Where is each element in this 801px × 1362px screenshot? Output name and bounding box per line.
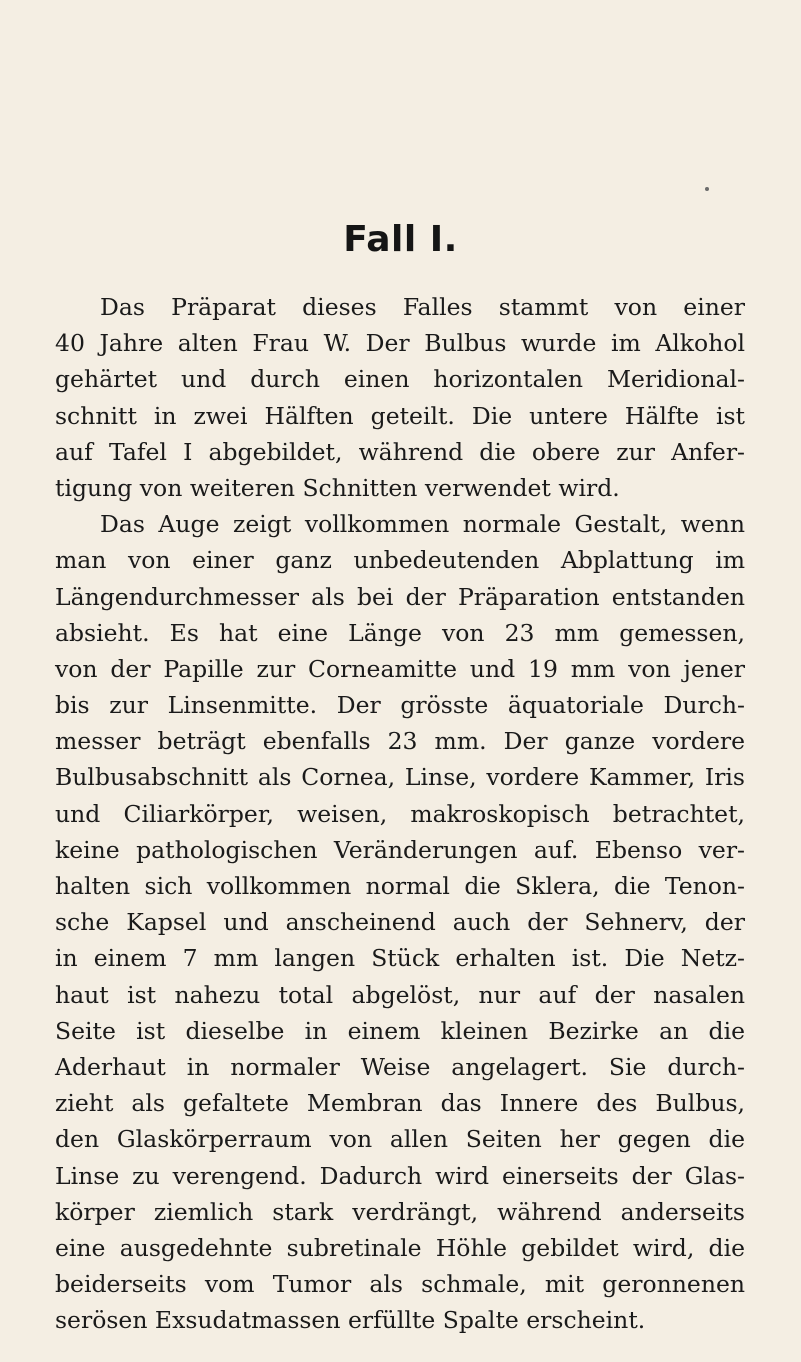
- text-line: in einem 7 mm langen Stück erhalten ist. Die Netz-: [55, 944, 745, 973]
- text-line: haut ist nahezu total abgelöst, nur auf der nasalen: [55, 980, 745, 1009]
- text-line: absieht. Es hat eine Länge von 23 mm gemessen,: [55, 618, 745, 647]
- text-line: Bulbusabschnitt als Cornea, Linse, vordere Kammer, Iris: [55, 763, 745, 792]
- text-line: Linse zu verengend. Dadurch wird einerseits der Glas-: [55, 1161, 745, 1190]
- text-line: eine ausgedehnte subretinale Höhle gebildet wird, die: [55, 1233, 745, 1262]
- speck: [705, 187, 709, 191]
- text-line: keine pathologischen Veränderungen auf. Ebenso ver-: [55, 835, 745, 864]
- text-line: Längendurchmesser als bei der Präparation entstanden: [55, 582, 745, 611]
- text-line: körper ziemlich stark verdrängt, während anderseits: [55, 1197, 745, 1226]
- case-heading: Fall I.: [343, 219, 458, 260]
- text-line: messer beträgt ebenfalls 23 mm. Der ganze vordere: [55, 727, 745, 756]
- text-line: Aderhaut in normaler Weise angelagert. Sie durch-: [55, 1052, 745, 1081]
- text-line: beiderseits vom Tumor als schmale, mit geronnenen: [55, 1270, 745, 1299]
- body-text: [55, 289, 745, 1338]
- text-line: Seite ist dieselbe in einem kleinen Bezirke an die: [55, 1016, 745, 1045]
- text-line: man von einer ganz unbedeutenden Abplattung im: [55, 546, 745, 575]
- text-line: den Glaskörperraum von allen Seiten her gegen die: [55, 1125, 745, 1154]
- text-line: von der Papille zur Corneamitte und 19 mm von jener: [55, 654, 745, 683]
- text-line: schnitt in zwei Hälften geteilt. Die untere Hälfte ist: [55, 401, 745, 430]
- text-line: serösen Exsudatmassen erfüllte Spalte erscheint.: [55, 1306, 646, 1335]
- text-line: bis zur Linsenmitte. Der grösste äquatoriale Durch-: [55, 691, 745, 720]
- text-line: Das Präparat dieses Falles stammt von einer: [100, 293, 745, 321]
- text-line: gehärtet und durch einen horizontalen Meridional-: [55, 365, 745, 394]
- text-line: und Ciliarkörper, weisen, makroskopisch betrachtet,: [55, 799, 745, 828]
- text-line: zieht als gefaltete Membran das Innere des Bulbus,: [55, 1089, 745, 1118]
- text-line: sche Kapsel und anscheinend auch der Sehnerv, der: [55, 908, 745, 937]
- text-line: auf Tafel I abgebildet, während die obere zur Anfer-: [55, 437, 745, 466]
- text-line: Das Auge zeigt vollkommen normale Gestalt, wenn: [100, 510, 745, 539]
- text-line: tigung von weiteren Schnitten verwendet wird.: [55, 473, 620, 502]
- text-line: halten sich vollkommen normal die Sklera, die Tenon-: [55, 872, 745, 900]
- text-line: 40 Jahre alten Frau W. Der Bulbus wurde im Alkohol: [55, 329, 745, 358]
